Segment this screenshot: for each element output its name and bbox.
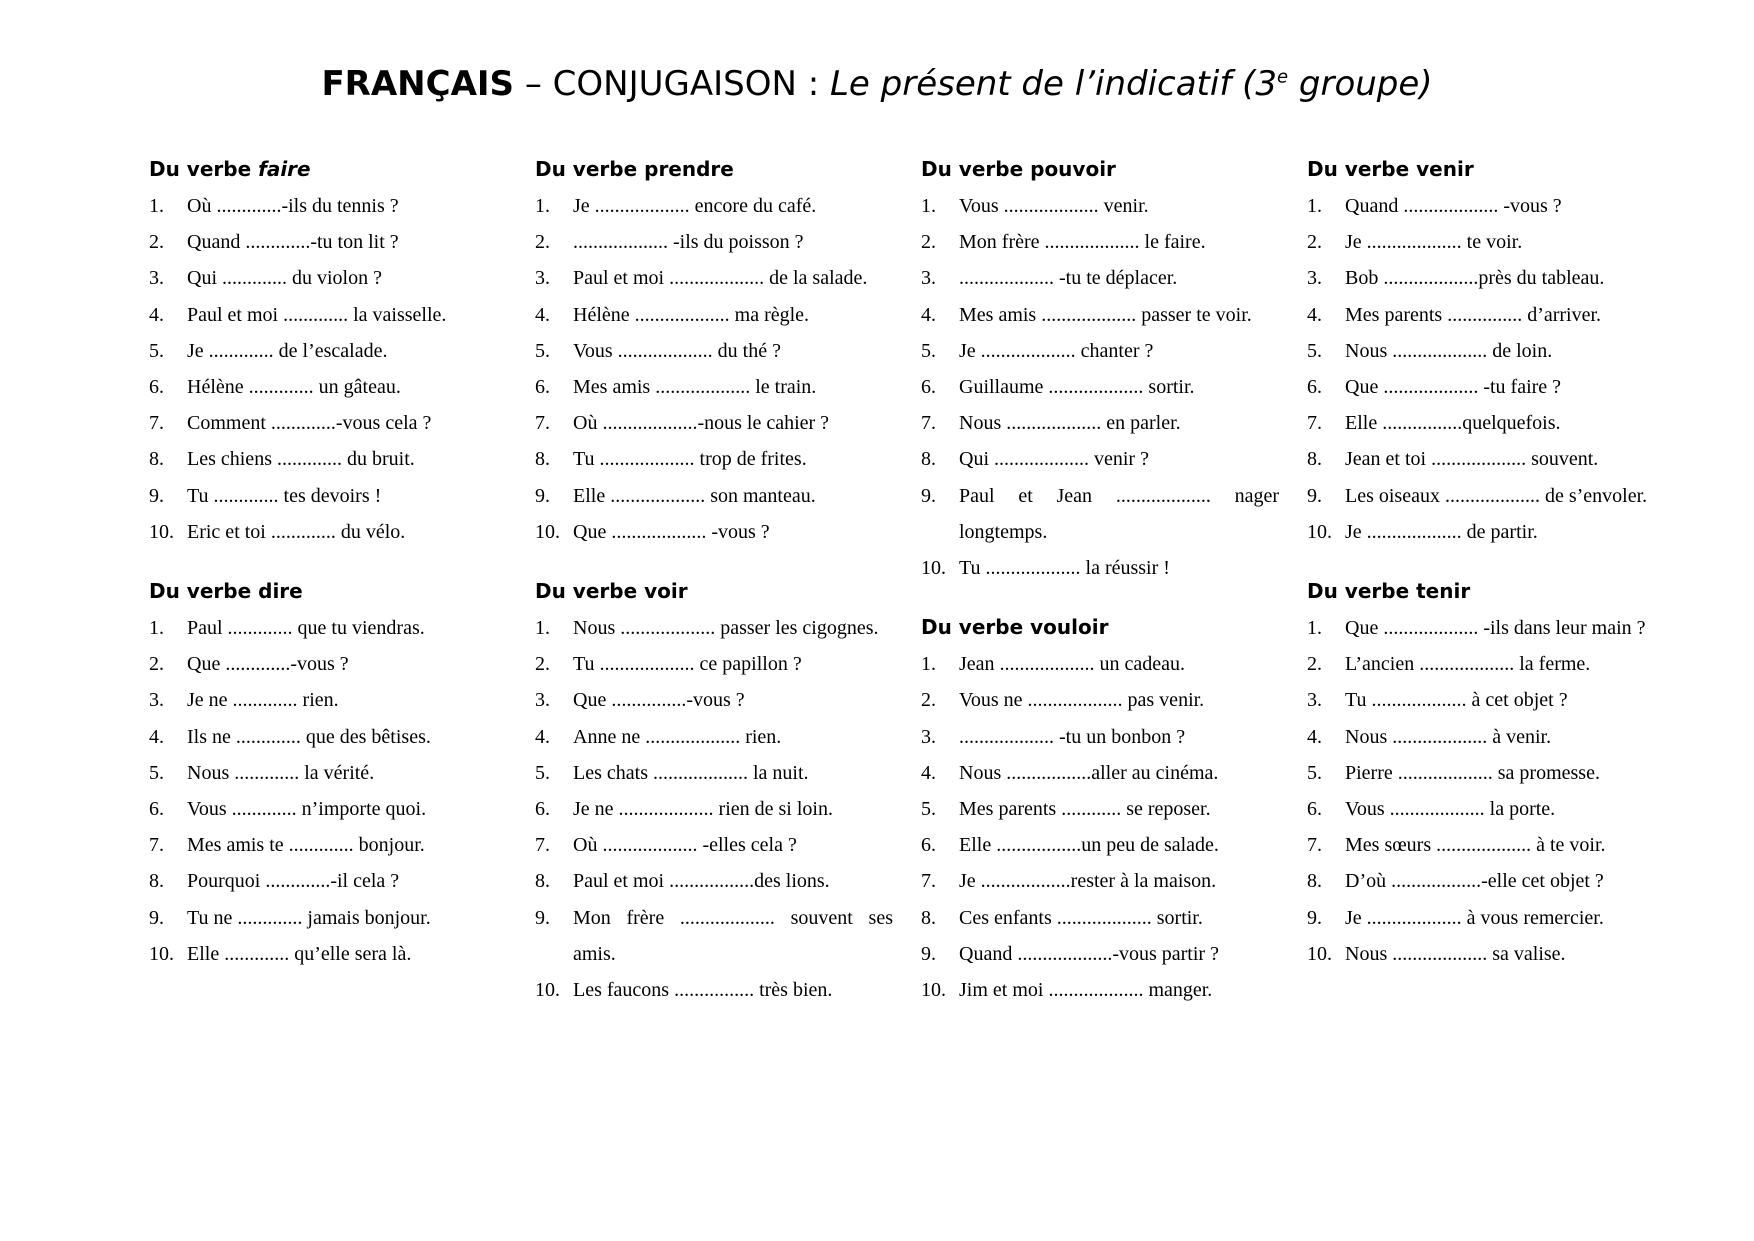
item-text: Elle ................quelquefois. xyxy=(1345,412,1561,435)
item-number: 1. xyxy=(149,195,164,217)
section-heading-verb: faire xyxy=(258,157,311,181)
section-heading xyxy=(149,576,507,606)
item-number: 7. xyxy=(1307,834,1322,857)
section-heading-verb: venir xyxy=(1416,157,1474,181)
item-text: D’où ..................-elle cet objet ? xyxy=(1345,870,1604,893)
title-dash: – CONJUGAISON : xyxy=(514,64,830,104)
exercise-item xyxy=(149,441,507,477)
section-heading-verb: dire xyxy=(258,579,303,604)
item-text: Nous ................... de loin. xyxy=(1345,339,1553,362)
section-heading xyxy=(1307,154,1665,184)
item-text: Paul et moi .................des lions. xyxy=(573,870,830,893)
item-number: 8. xyxy=(535,870,550,893)
exercise-item xyxy=(535,900,893,972)
item-text: Qui ................... venir ? xyxy=(959,448,1149,471)
item-number: 2. xyxy=(149,653,164,676)
item-text: Tu ................... trop de frites. xyxy=(573,448,807,471)
exercise-item xyxy=(149,188,507,224)
exercise-item xyxy=(921,646,1279,682)
item-text: Mes amis ................... passer te voir. xyxy=(959,303,1252,326)
item-text: Qui ............. du violon ? xyxy=(187,267,382,290)
item-number: 6. xyxy=(149,798,164,821)
item-text: Je ................... encore du café. xyxy=(573,195,817,217)
item-text: Ces enfants ................... sortir. xyxy=(959,906,1203,929)
exercise-item xyxy=(535,188,893,224)
item-text: Mes parents ............... d’arriver. xyxy=(1345,303,1602,326)
exercise-item xyxy=(535,646,893,682)
exercise-item xyxy=(1307,827,1665,863)
exercise-section-dire xyxy=(149,576,507,972)
item-number: 7. xyxy=(149,834,164,857)
item-text: Elle ................... son manteau. xyxy=(573,484,816,507)
item-number: 3. xyxy=(535,689,550,712)
title-subject: FRANÇAIS xyxy=(321,64,515,104)
item-number: 5. xyxy=(149,339,164,362)
exercise-list xyxy=(535,188,893,550)
item-number: 10. xyxy=(149,942,174,965)
exercise-item xyxy=(535,682,893,718)
item-text: Vous ............. n’importe quoi. xyxy=(187,798,427,821)
item-number: 10. xyxy=(921,557,946,580)
item-text: Les oiseaux ................... de s’envoler. xyxy=(1345,484,1648,507)
item-number: 7. xyxy=(1307,412,1322,435)
exercise-item xyxy=(1307,514,1665,550)
section-heading xyxy=(921,612,1279,642)
item-number: 3. xyxy=(921,267,936,290)
item-number: 5. xyxy=(921,798,936,821)
item-text: Que .............-vous ? xyxy=(187,653,349,676)
exercise-item xyxy=(535,972,893,1008)
item-number: 9. xyxy=(149,484,164,507)
item-text: Mes parents ............ se reposer. xyxy=(959,798,1211,821)
exercise-item xyxy=(1307,405,1665,441)
item-text: Nous ................... en parler. xyxy=(959,412,1181,435)
exercise-item xyxy=(149,755,507,791)
exercise-item xyxy=(921,297,1279,333)
exercise-item xyxy=(149,224,507,260)
item-number: 6. xyxy=(535,376,550,399)
item-text: Guillaume ................... sortir. xyxy=(959,376,1195,399)
item-text: L’ancien ................... la ferme. xyxy=(1345,653,1591,676)
item-text: Paul ............. que tu viendras. xyxy=(187,617,425,640)
item-text: Les chats ................... la nuit. xyxy=(573,761,809,784)
exercise-list xyxy=(921,646,1279,1008)
exercise-list xyxy=(149,188,507,550)
item-number: 8. xyxy=(1307,448,1322,471)
item-number: 8. xyxy=(535,448,550,471)
item-number: 8. xyxy=(149,870,164,893)
exercise-item xyxy=(921,900,1279,936)
exercise-item xyxy=(1307,478,1665,514)
exercise-item xyxy=(921,441,1279,477)
exercise-section-tenir xyxy=(1307,576,1665,972)
column-1 xyxy=(149,154,507,972)
exercise-item xyxy=(535,719,893,755)
item-text: Que ................... -vous ? xyxy=(573,520,770,543)
section-heading-verb: voir xyxy=(644,579,688,604)
item-text: Vous ................... venir. xyxy=(959,195,1149,217)
item-text: Je ne ............. rien. xyxy=(187,689,339,712)
item-number: 5. xyxy=(149,761,164,784)
item-number: 5. xyxy=(535,761,550,784)
item-number: 4. xyxy=(149,303,164,326)
item-number: 2. xyxy=(149,231,164,254)
item-text: Je ne ................... rien de si loin. xyxy=(573,798,833,821)
exercise-item xyxy=(149,610,507,646)
exercise-item xyxy=(149,646,507,682)
exercise-item xyxy=(921,936,1279,972)
exercise-item xyxy=(149,791,507,827)
item-text: Mon frère ................... souvent ses amis. xyxy=(573,906,893,965)
section-heading-prefix: Du verbe xyxy=(1307,157,1417,181)
item-number: 1. xyxy=(535,617,550,640)
item-text: Ils ne ............. que des bêtises. xyxy=(187,725,431,748)
item-number: 1. xyxy=(535,195,550,217)
item-text: Pierre ................... sa promesse. xyxy=(1345,761,1600,784)
exercise-item xyxy=(1307,224,1665,260)
item-text: Jim et moi ................... manger. xyxy=(959,979,1213,1002)
exercise-section-vouloir xyxy=(921,612,1279,1008)
exercise-item xyxy=(921,260,1279,296)
item-number: 7. xyxy=(921,412,936,435)
exercise-item xyxy=(1307,297,1665,333)
item-text: Nous ................... à venir. xyxy=(1345,725,1552,748)
item-text: Je ................... à vous remercier. xyxy=(1345,906,1604,929)
item-number: 5. xyxy=(1307,761,1322,784)
item-number: 9. xyxy=(535,484,550,507)
item-text: Paul et Jean ................... nager longtemps. xyxy=(959,484,1279,543)
section-heading-prefix: Du verbe xyxy=(921,157,1031,181)
item-number: 3. xyxy=(535,267,550,290)
column-2 xyxy=(535,154,893,1008)
item-text: Mon frère ................... le faire. xyxy=(959,231,1206,254)
item-text: Tu ................... la réussir ! xyxy=(959,557,1170,580)
item-text: Pourquoi .............-il cela ? xyxy=(187,870,400,893)
item-number: 4. xyxy=(149,725,164,748)
exercise-item xyxy=(149,369,507,405)
page-title xyxy=(0,62,1754,106)
item-number: 9. xyxy=(921,484,936,507)
exercise-item xyxy=(535,224,893,260)
item-text: Nous ............. la vérité. xyxy=(187,761,375,784)
section-heading xyxy=(1307,576,1665,606)
item-text: Mes sœurs ................... à te voir. xyxy=(1345,834,1606,857)
item-text: Je ................... chanter ? xyxy=(959,339,1154,362)
title-topic-end: groupe) xyxy=(1288,64,1433,104)
item-number: 5. xyxy=(1307,339,1322,362)
exercise-item xyxy=(1307,369,1665,405)
item-number: 7. xyxy=(535,412,550,435)
item-text: Quand ...................-vous partir ? xyxy=(959,942,1219,965)
exercise-item xyxy=(535,297,893,333)
section-heading-verb: tenir xyxy=(1416,579,1471,604)
exercise-list xyxy=(1307,610,1665,972)
item-text: Elle ............. qu’elle sera là. xyxy=(187,942,412,965)
item-text: Mes amis ................... le train. xyxy=(573,376,817,399)
item-number: 7. xyxy=(149,412,164,435)
item-text: Elle .................un peu de salade. xyxy=(959,834,1219,857)
item-text: Jean et toi ................... souvent. xyxy=(1345,448,1599,471)
exercise-list xyxy=(921,188,1279,586)
item-text: Vous ................... la porte. xyxy=(1345,798,1556,821)
item-text: Nous ................... sa valise. xyxy=(1345,942,1566,965)
item-text: Hélène ................... ma règle. xyxy=(573,303,810,326)
exercise-section-voir xyxy=(535,576,893,1008)
exercise-item xyxy=(149,297,507,333)
exercise-item xyxy=(535,514,893,550)
item-number: 9. xyxy=(535,906,550,929)
item-number: 9. xyxy=(921,942,936,965)
item-number: 10. xyxy=(921,979,946,1002)
item-text: Tu ................... à cet objet ? xyxy=(1345,689,1568,712)
item-number: 2. xyxy=(921,231,936,254)
item-number: 3. xyxy=(149,689,164,712)
item-number: 6. xyxy=(149,376,164,399)
section-heading-prefix: Du verbe xyxy=(1307,579,1417,604)
item-number: 5. xyxy=(921,339,936,362)
exercise-item xyxy=(921,755,1279,791)
column-4 xyxy=(1307,154,1665,972)
exercise-item xyxy=(1307,260,1665,296)
exercise-item xyxy=(921,827,1279,863)
exercise-item xyxy=(1307,682,1665,718)
item-text: Mes amis te ............. bonjour. xyxy=(187,834,425,857)
item-text: Je ................... de partir. xyxy=(1345,520,1538,543)
item-text: Je ..................rester à la maison. xyxy=(959,870,1217,893)
exercise-item xyxy=(535,755,893,791)
item-number: 1. xyxy=(921,653,936,676)
item-number: 2. xyxy=(921,689,936,712)
item-text: Vous ne ................... pas venir. xyxy=(959,689,1205,712)
item-number: 7. xyxy=(535,834,550,857)
item-number: 2. xyxy=(1307,653,1322,676)
title-topic-text: Le présent de l’indicatif (3 xyxy=(829,64,1277,104)
item-number: 4. xyxy=(921,303,936,326)
exercise-item xyxy=(149,936,507,972)
title-topic xyxy=(830,64,1433,104)
exercise-item xyxy=(535,369,893,405)
item-number: 10. xyxy=(1307,942,1332,965)
exercise-item xyxy=(535,791,893,827)
exercise-item xyxy=(921,719,1279,755)
exercise-item xyxy=(921,224,1279,260)
exercise-section-venir xyxy=(1307,154,1665,550)
exercise-item xyxy=(921,550,1279,586)
item-number: 1. xyxy=(149,617,164,640)
item-number: 10. xyxy=(535,520,560,543)
item-text: Où .............-ils du tennis ? xyxy=(187,195,399,217)
item-number: 1. xyxy=(1307,195,1322,217)
section-heading xyxy=(921,154,1279,184)
exercise-list xyxy=(1307,188,1665,550)
section-heading-verb: vouloir xyxy=(1030,615,1109,640)
title-superscript: e xyxy=(1277,66,1289,88)
exercise-section-pouvoir xyxy=(921,154,1279,586)
item-text: Les faucons ................ très bien. xyxy=(573,979,833,1002)
item-number: 9. xyxy=(1307,906,1322,929)
exercise-item xyxy=(535,478,893,514)
item-text: Comment .............-vous cela ? xyxy=(187,412,432,435)
exercise-item xyxy=(1307,719,1665,755)
section-heading-prefix: Du verbe xyxy=(921,615,1031,640)
exercise-item xyxy=(1307,441,1665,477)
item-number: 3. xyxy=(921,725,936,748)
item-text: Tu ................... ce papillon ? xyxy=(573,653,802,676)
item-text: Anne ne ................... rien. xyxy=(573,725,782,748)
item-text: Quand .............-tu ton lit ? xyxy=(187,231,399,254)
exercise-item xyxy=(1307,900,1665,936)
exercise-item xyxy=(921,791,1279,827)
item-number: 3. xyxy=(1307,267,1322,290)
item-number: 1. xyxy=(921,195,936,217)
exercise-item xyxy=(535,333,893,369)
item-text: Tu ne ............. jamais bonjour. xyxy=(187,906,431,929)
exercise-item xyxy=(149,478,507,514)
exercise-item xyxy=(921,863,1279,899)
exercise-item xyxy=(1307,610,1665,646)
exercise-item xyxy=(1307,646,1665,682)
section-heading xyxy=(535,576,893,606)
item-number: 4. xyxy=(535,725,550,748)
exercise-item xyxy=(921,478,1279,550)
section-heading-verb: prendre xyxy=(644,157,734,181)
section-heading xyxy=(149,154,507,184)
item-number: 4. xyxy=(1307,725,1322,748)
exercise-item xyxy=(921,188,1279,224)
exercise-item xyxy=(149,863,507,899)
column-3 xyxy=(921,154,1279,1008)
item-text: Hélène ............. un gâteau. xyxy=(187,376,401,399)
item-text: Paul et moi ................... de la salade. xyxy=(573,267,868,290)
exercise-item xyxy=(1307,863,1665,899)
exercise-item xyxy=(921,682,1279,718)
exercise-item xyxy=(921,972,1279,1008)
item-text: Où ................... -elles cela ? xyxy=(573,834,797,857)
item-number: 4. xyxy=(535,303,550,326)
exercise-section-prendre xyxy=(535,154,893,550)
exercise-list xyxy=(535,610,893,1008)
item-text: Je ................... te voir. xyxy=(1345,231,1523,254)
section-heading-prefix: Du verbe xyxy=(149,579,259,604)
item-number: 9. xyxy=(1307,484,1322,507)
item-text: Que ................... -ils dans leur main ? xyxy=(1345,617,1646,640)
item-number: 9. xyxy=(149,906,164,929)
item-number: 6. xyxy=(1307,376,1322,399)
item-number: 2. xyxy=(535,231,550,254)
exercise-item xyxy=(1307,333,1665,369)
item-text: Quand ................... -vous ? xyxy=(1345,195,1562,217)
item-number: 6. xyxy=(921,834,936,857)
item-text: ................... -ils du poisson ? xyxy=(573,231,804,254)
item-text: Jean ................... un cadeau. xyxy=(959,653,1186,676)
exercise-item xyxy=(149,333,507,369)
exercise-item xyxy=(1307,755,1665,791)
item-number: 4. xyxy=(1307,303,1322,326)
item-text: Nous .................aller au cinéma. xyxy=(959,761,1219,784)
item-text: Eric et toi ............. du vélo. xyxy=(187,520,406,543)
exercise-item xyxy=(535,260,893,296)
item-text: Que ...............-vous ? xyxy=(573,689,745,712)
section-heading-prefix: Du verbe xyxy=(149,157,259,181)
item-text: Nous ................... passer les cigognes. xyxy=(573,617,879,640)
section-heading xyxy=(535,154,893,184)
item-number: 4. xyxy=(921,761,936,784)
exercise-item xyxy=(535,863,893,899)
exercise-item xyxy=(149,682,507,718)
item-text: ................... -tu te déplacer. xyxy=(959,267,1178,290)
item-text: ................... -tu un bonbon ? xyxy=(959,725,1186,748)
item-number: 10. xyxy=(1307,520,1332,543)
exercise-item xyxy=(149,900,507,936)
exercise-item xyxy=(535,827,893,863)
exercise-item xyxy=(149,514,507,550)
section-heading-prefix: Du verbe xyxy=(535,157,645,181)
item-number: 2. xyxy=(1307,231,1322,254)
exercise-item xyxy=(921,369,1279,405)
exercise-section-faire xyxy=(149,154,507,550)
item-number: 5. xyxy=(535,339,550,362)
exercise-item xyxy=(149,719,507,755)
item-number: 8. xyxy=(921,448,936,471)
exercise-item xyxy=(1307,791,1665,827)
item-number: 10. xyxy=(535,979,560,1002)
item-number: 10. xyxy=(149,520,174,543)
item-text: Vous ................... du thé ? xyxy=(573,339,781,362)
exercise-item xyxy=(149,405,507,441)
item-number: 3. xyxy=(149,267,164,290)
exercise-item xyxy=(1307,188,1665,224)
item-text: Je ............. de l’escalade. xyxy=(187,339,388,362)
item-number: 8. xyxy=(1307,870,1322,893)
item-number: 2. xyxy=(535,653,550,676)
item-number: 6. xyxy=(921,376,936,399)
section-heading-verb: pouvoir xyxy=(1030,157,1116,181)
item-text: Où ...................-nous le cahier ? xyxy=(573,412,830,435)
exercise-item xyxy=(535,610,893,646)
item-text: Bob ...................près du tableau. xyxy=(1345,267,1605,290)
item-number: 6. xyxy=(535,798,550,821)
item-text: Que ................... -tu faire ? xyxy=(1345,376,1562,399)
item-number: 6. xyxy=(1307,798,1322,821)
item-number: 7. xyxy=(921,870,936,893)
item-number: 3. xyxy=(1307,689,1322,712)
exercise-item xyxy=(149,827,507,863)
exercise-list xyxy=(149,610,507,972)
item-number: 8. xyxy=(921,906,936,929)
item-number: 1. xyxy=(1307,617,1322,640)
item-text: Les chiens ............. du bruit. xyxy=(187,448,415,471)
exercise-item xyxy=(535,405,893,441)
exercise-item xyxy=(1307,936,1665,972)
section-heading-prefix: Du verbe xyxy=(535,579,645,604)
exercise-item xyxy=(921,333,1279,369)
exercise-item xyxy=(149,260,507,296)
item-text: Tu ............. tes devoirs ! xyxy=(187,484,382,507)
exercise-item xyxy=(921,405,1279,441)
item-text: Paul et moi ............. la vaisselle. xyxy=(187,303,447,326)
exercise-item xyxy=(535,441,893,477)
item-number: 8. xyxy=(149,448,164,471)
